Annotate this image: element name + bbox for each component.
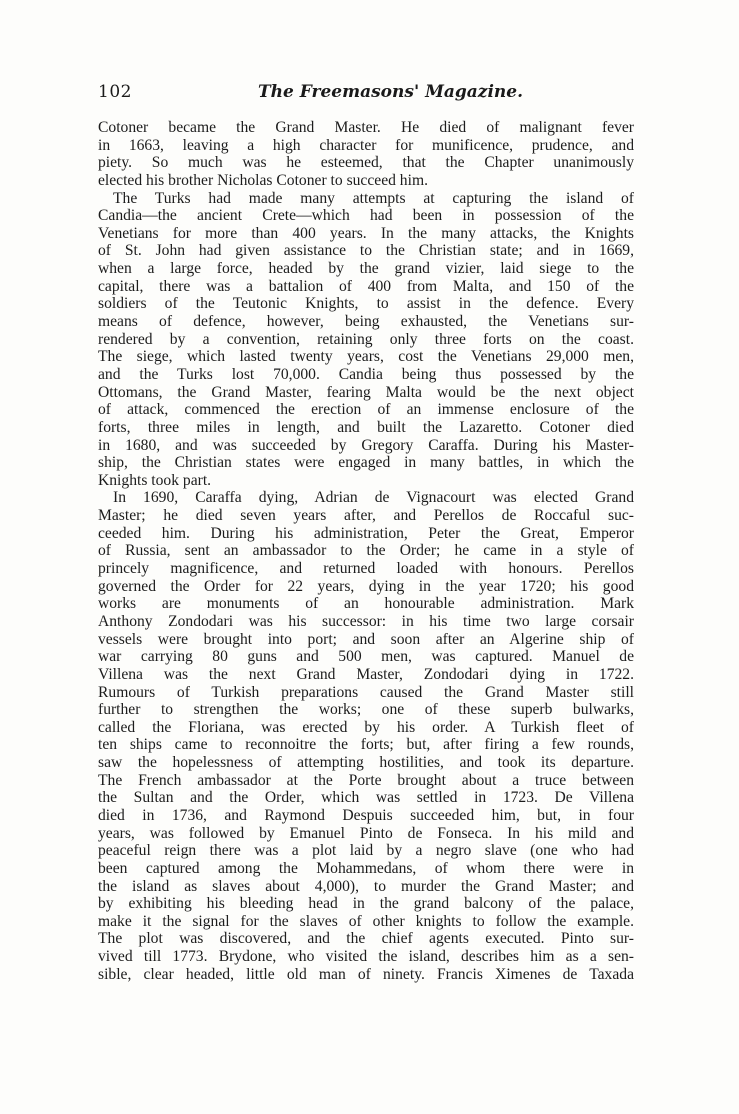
text-line: Rumours of Turkish preparations caused the Grand Master still — [98, 683, 634, 701]
text-line: governed the Order for 22 years, dying in the year 1720; his good — [98, 577, 634, 595]
text-line: sible, clear headed, little old man of ninety. Francis Ximenes de Taxada — [98, 965, 634, 983]
text-line: In 1690, Caraffa dying, Adrian de Vignacourt was elected Grand — [113, 489, 634, 507]
text-line: the island as slaves about 4,000), to murder the Grand Master; and — [98, 877, 634, 895]
text-line: of attack, commenced the erection of an immense enclosure of the — [98, 401, 634, 419]
text-line: Venetians for more than 400 years. In the many attacks, the Knights — [98, 224, 634, 242]
text-line: in 1680, and was succeeded by Gregory Caraffa. During his Master- — [98, 436, 634, 454]
text-line: further to strengthen the works; one of these superb bulwarks, — [98, 701, 634, 719]
text-line: Master; he died seven years after, and Perellos de Roccaful suc- — [98, 507, 634, 525]
text-line: Ottomans, the Grand Master, fearing Malta would be the next object — [98, 383, 634, 401]
text-line: ship, the Christian states were engaged in many battles, in which the — [98, 454, 634, 472]
text-line: by exhibiting his bleeding head in the grand balcony of the palace, — [98, 895, 634, 913]
text-line: been captured among the Mohammedans, of whom there were in — [98, 859, 634, 877]
text-line: the Sultan and the Order, which was settled in 1723. De Villena — [98, 789, 634, 807]
running-title: The Freemasons' Magazine. — [258, 82, 524, 102]
text-line: Cotoner became the Grand Master. He died of malignant fever — [98, 119, 634, 136]
text-line: vessels were brought into port; and soon after an Algerine ship of — [98, 630, 634, 648]
page-number: 102 — [98, 82, 132, 102]
text-line: rendered by a convention, retaining only three forts on the coast. — [98, 330, 634, 348]
text-line: capital, there was a battalion of 400 from Malta, and 150 of the — [98, 277, 634, 295]
text-line: elected his brother Nicholas Cotoner to succeed him. — [98, 171, 428, 189]
text-line: saw the hopelessness of attempting hostilities, and took its departure. — [98, 754, 634, 772]
text-line: of Russia, sent an ambassador to the Order; he came in a style of — [98, 542, 634, 560]
text-line: of St. John had given assistance to the Christian state; and in 1669, — [98, 242, 634, 260]
page-header — [98, 82, 638, 108]
text-line: Anthony Zondodari was his successor: in his time two large corsair — [98, 612, 634, 630]
text-line: and the Turks lost 70,000. Candia being thus possessed by the — [98, 365, 634, 383]
text-line: war carrying 80 guns and 500 men, was captured. Manuel de — [98, 648, 634, 666]
text-line: Knights took part. — [98, 471, 212, 489]
text-line: peaceful reign there was a plot laid by a negro slave (one who had — [98, 842, 634, 860]
text-line: ceeded him. During his administration, Peter the Great, Emperor — [98, 524, 634, 542]
text-line: Villena was the next Grand Master, Zondodari dying in 1722. — [98, 665, 634, 683]
text-line: forts, three miles in length, and built the Lazaretto. Cotoner died — [98, 418, 634, 436]
article-body — [98, 119, 634, 983]
text-line: means of defence, however, being exhausted, the Venetians sur- — [98, 313, 634, 331]
text-line: make it the signal for the slaves of other knights to follow the example. — [98, 912, 634, 930]
text-line: vived till 1773. Brydone, who visited the island, describes him as a sen- — [98, 948, 634, 966]
text-line: ten ships came to reconnoitre the forts; but, after firing a few rounds, — [98, 736, 634, 754]
text-line: piety. So much was he esteemed, that the Chapter unanimously — [98, 154, 634, 172]
text-line: The Turks had made many attempts at capturing the island of — [113, 189, 634, 207]
text-line: when a large force, headed by the grand vizier, laid siege to the — [98, 260, 634, 278]
text-line: called the Floriana, was erected by his order. A Turkish fleet of — [98, 718, 634, 736]
text-line: The French ambassador at the Porte brought about a truce between — [98, 771, 634, 789]
text-line: in 1663, leaving a high character for munificence, prudence, and — [98, 136, 634, 154]
text-line: Candia—the ancient Crete—which had been in possession of the — [98, 207, 634, 225]
text-line: died in 1736, and Raymond Despuis succeeded him, but, in four — [98, 806, 634, 824]
text-line: soldiers of the Teutonic Knights, to assist in the defence. Every — [98, 295, 634, 313]
text-line: works are monuments of an honourable administration. Mark — [98, 595, 634, 613]
text-line: princely magnificence, and returned loaded with honours. Perellos — [98, 560, 634, 578]
text-line: The plot was discovered, and the chief agents executed. Pinto sur- — [98, 930, 634, 948]
text-line: years, was followed by Emanuel Pinto de Fonseca. In his mild and — [98, 824, 634, 842]
text-line: The siege, which lasted twenty years, cost the Venetians 29,000 men, — [98, 348, 634, 366]
